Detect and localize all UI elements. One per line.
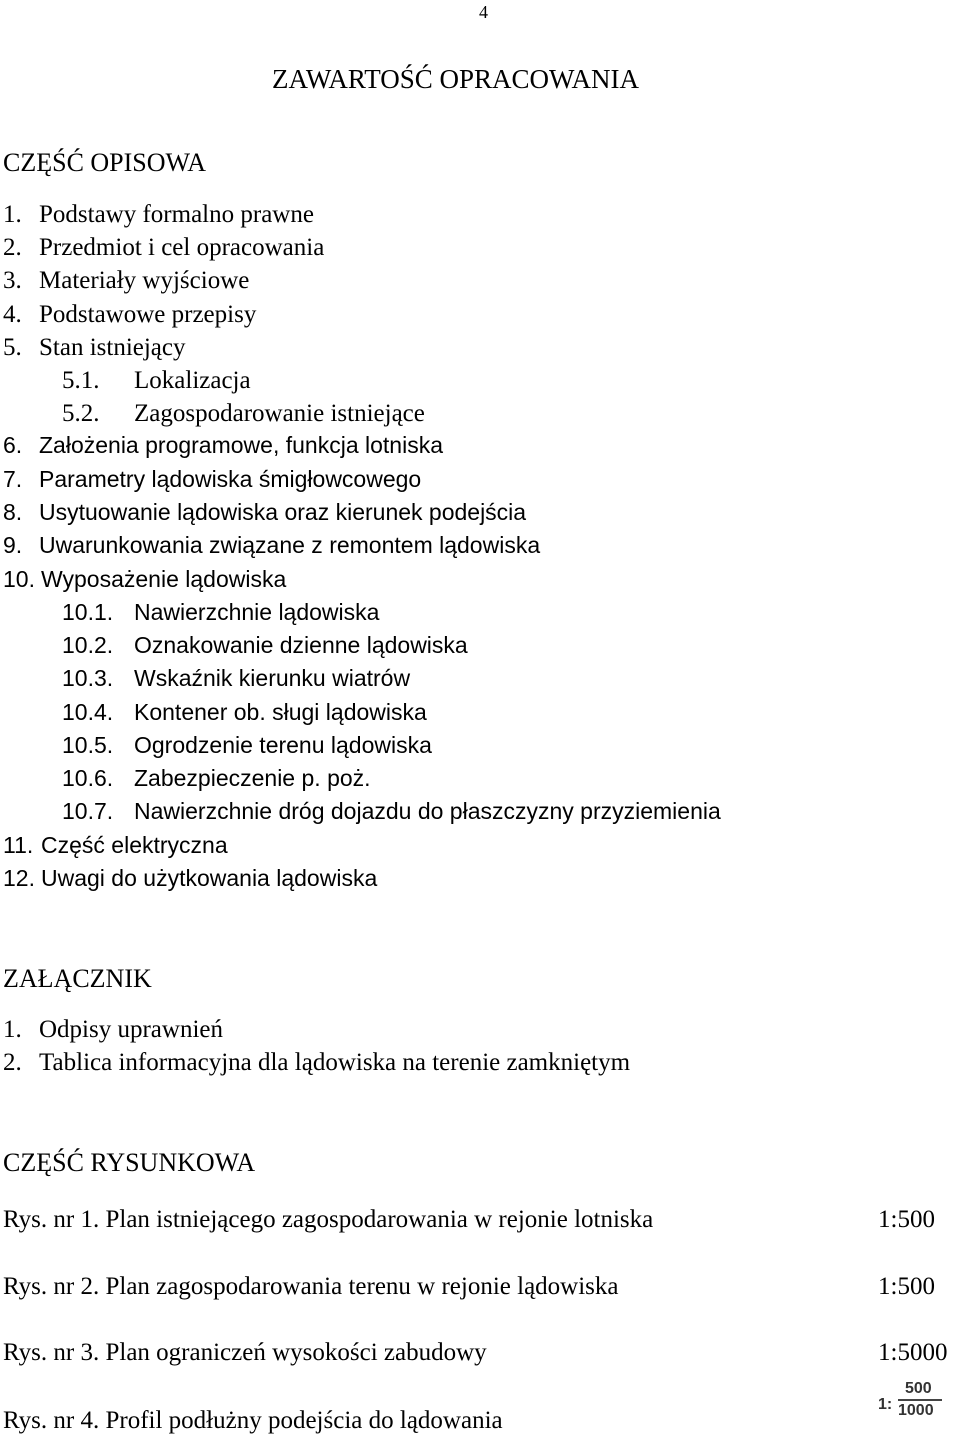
toc-item: 11. Część elektryczna: [3, 832, 228, 858]
toc-item: 3. Materiały wyjściowe: [3, 267, 250, 294]
toc-item: 12. Uwagi do użytkowania lądowiska: [3, 865, 378, 891]
attachment-item: 1. Odpisy uprawnień: [3, 1016, 223, 1043]
drawing-label: Rys. nr 1. Plan istniejącego zagospodarowania w rejonie lotniska: [3, 1206, 654, 1233]
drawing-scale: 1:500: [878, 1206, 935, 1233]
scale-denominator: 1000: [898, 1402, 934, 1419]
toc-item: 1. Podstawy formalno prawne: [3, 201, 314, 228]
toc-subitem: 5.1. Lokalizacja: [62, 367, 251, 394]
toc-item: 9. Uwarunkowania związane z remontem lądowiska: [3, 532, 541, 558]
toc-subitem: 10.2. Oznakowanie dzienne lądowiska: [62, 632, 468, 658]
page-number: 4: [479, 2, 488, 22]
toc-item: 5. Stan istniejący: [3, 334, 186, 361]
drawing-label: Rys. nr 2. Plan zagospodarowania terenu w rejonie lądowiska: [3, 1273, 619, 1300]
fraction-bar: [898, 1399, 942, 1401]
document-title: ZAWARTOŚĆ OPRACOWANIA: [272, 64, 639, 94]
toc-item: 8. Usytuowanie lądowiska oraz kierunek podejścia: [3, 499, 527, 525]
drawing-scale: 1:5000: [878, 1339, 948, 1366]
toc-item: 6. Założenia programowe, funkcja lotniska: [3, 432, 443, 458]
scale-numerator: 500: [905, 1380, 932, 1397]
toc-subitem: 10.3. Wskaźnik kierunku wiatrów: [62, 665, 411, 691]
section-heading-rysunkowa: CZĘŚĆ RYSUNKOWA: [3, 1148, 256, 1177]
drawing-label: Rys. nr 3. Plan ograniczeń wysokości zabudowy: [3, 1339, 487, 1366]
toc-item: 10. Wyposażenie lądowiska: [3, 566, 287, 592]
toc-subitem: 10.7. Nawierzchnie dróg dojazdu do płaszczyzny przyziemienia: [62, 798, 721, 824]
section-heading-zalacznik: ZAŁĄCZNIK: [3, 964, 152, 993]
section-heading-opisowa: CZĘŚĆ OPISOWA: [3, 148, 206, 177]
toc-item: 7. Parametry lądowiska śmigłowcowego: [3, 466, 422, 492]
toc-subitem: 5.2. Zagospodarowanie istniejące: [62, 400, 425, 427]
toc-subitem: 10.4. Kontener ob. sługi lądowiska: [62, 699, 427, 725]
toc-item: 4. Podstawowe przepisy: [3, 301, 257, 328]
drawing-scale: 1:500: [878, 1273, 935, 1300]
attachment-item: 2. Tablica informacyjna dla lądowiska na terenie zamkniętym: [3, 1049, 631, 1076]
drawing-label: Rys. nr 4. Profil podłużny podejścia do lądowania: [3, 1407, 503, 1434]
toc-subitem: 10.1. Nawierzchnie lądowiska: [62, 599, 380, 625]
scale-prefix: 1:: [878, 1396, 893, 1413]
toc-subitem: 10.6. Zabezpieczenie p. poż.: [62, 765, 371, 791]
toc-subitem: 10.5. Ogrodzenie terenu lądowiska: [62, 732, 432, 758]
toc-item: 2. Przedmiot i cel opracowania: [3, 234, 325, 261]
